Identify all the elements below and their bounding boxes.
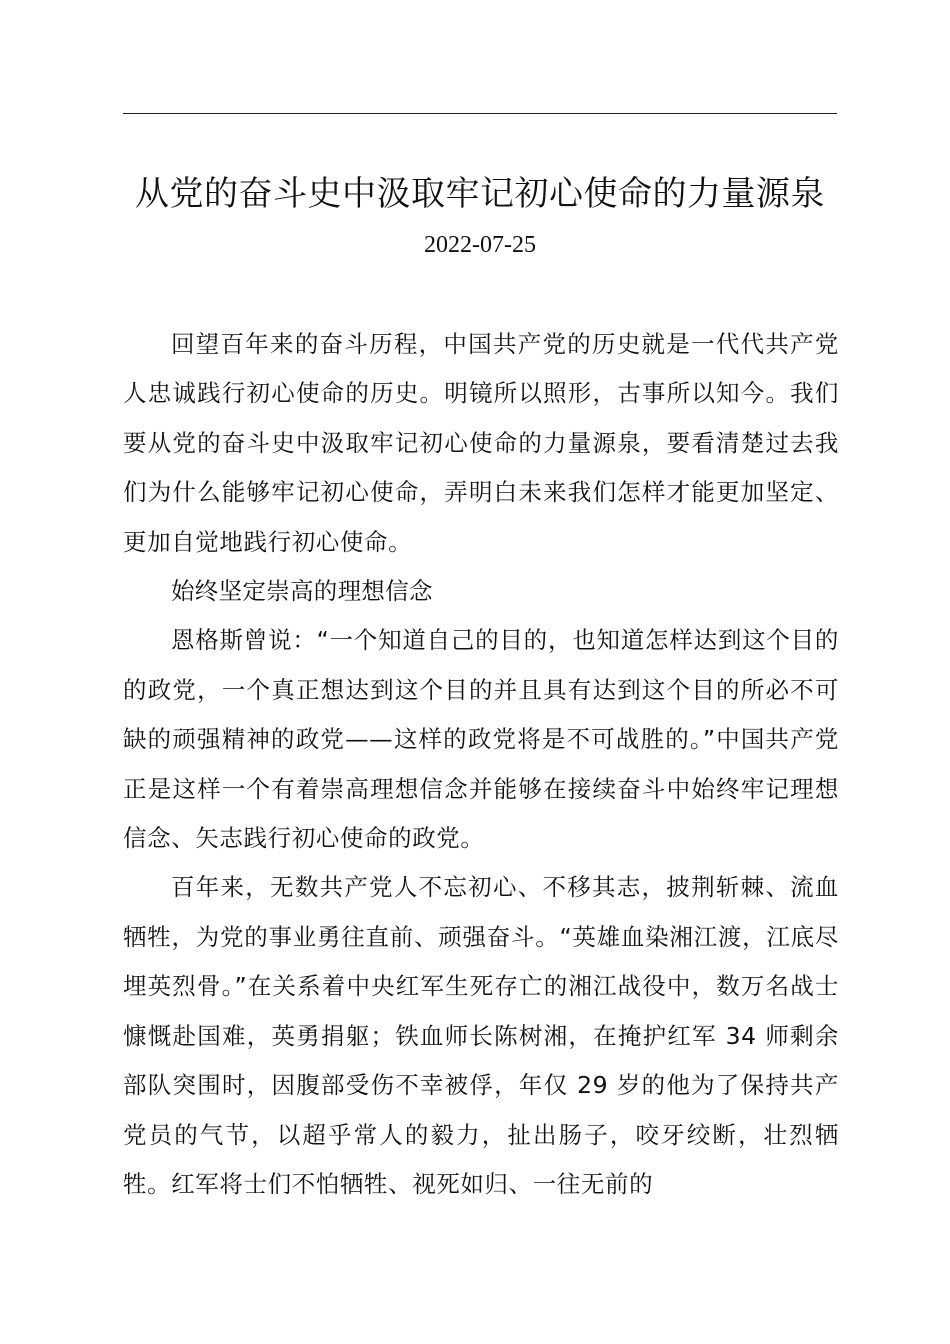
header-rule bbox=[123, 113, 837, 114]
paragraph-engels-quote: 恩格斯曾说：“一个知道自己的目的，也知道怎样达到这个目的的政党，一个真正想达到这个目的并且具有达到这个目的所必不可缺的顽强精神的政党——这样的政党将是不可战胜的。”中国共产党正是这样一个有着崇高理想信念并能够在接续奋斗中始终牢记理想信念、矢志践行初心使命的政党。 bbox=[123, 626, 839, 853]
article-date: 2022-07-25 bbox=[424, 232, 536, 258]
paragraph-history: 百年来，无数共产党人不忘初心、不移其志，披荆斩棘、流血牺牲，为党的事业勇往直前、顽强奋斗。“英雄血染湘江渡，江底尽埋英烈骨。”在关系着中央红军生死存亡的湘江战役中，数万名战士慷慨赴国难，英勇捐躯；铁血师长陈树湘，在掩护红军 34 师剩余部队突围时，因腹部受伤不幸被俘，年仅 29 岁的他为了保持共产党员的气节，以超乎常人的毅力，扯出肠子，咬牙绞断，壮烈牺牲。红军将士们不怕牺牲、视死如归、一往无前的 bbox=[123, 873, 839, 1198]
paragraph-intro: 回望百年来的奋斗历程，中国共产党的历史就是一代代共产党人忠诚践行初心使命的历史。明镜所以照形，古事所以知今。我们要从党的奋斗史中汲取牢记初心使命的力量源泉，要看清楚过去我们为什么能够牢记初心使命，弄明白未来我们怎样才能更加坚定、更加自觉地践行初心使命。 bbox=[123, 330, 839, 556]
article-title: 从党的奋斗史中汲取牢记初心使命的力量源泉 bbox=[135, 174, 825, 214]
section-heading: 始终坚定崇高的理想信念 bbox=[171, 577, 433, 606]
article-body bbox=[123, 320, 839, 1209]
